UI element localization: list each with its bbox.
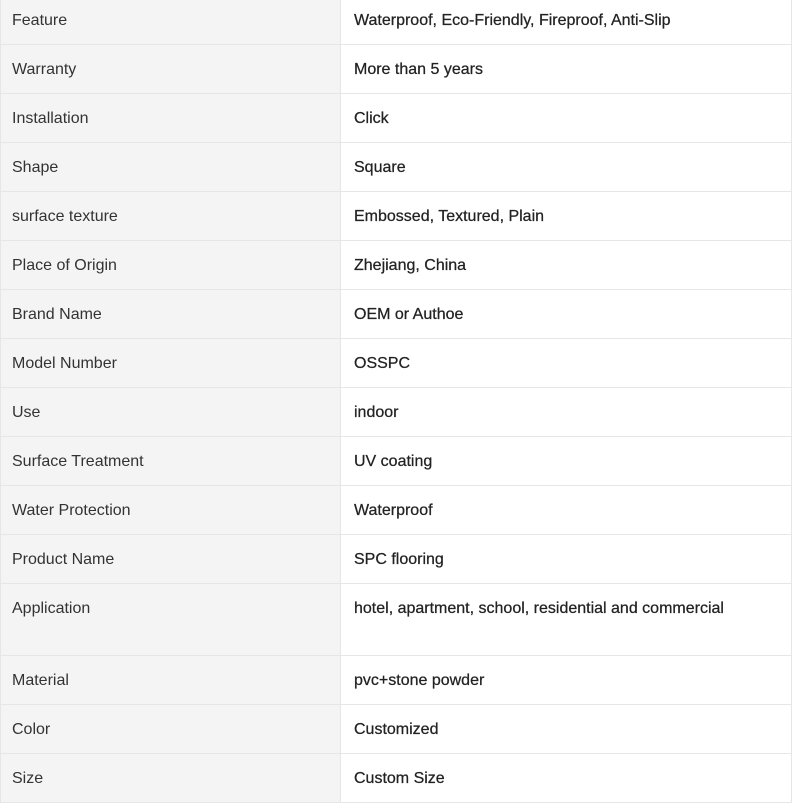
table-row (1, 192, 792, 241)
spec-label: Color (1, 705, 341, 754)
table-row (1, 486, 792, 535)
spec-value: pvc+stone powder (341, 656, 792, 705)
spec-value: Waterproof, Eco-Friendly, Fireproof, Anti-Slip (341, 0, 792, 45)
spec-label: Model Number (1, 339, 341, 388)
table-row (1, 94, 792, 143)
spec-value: Square (341, 143, 792, 192)
spec-label: Brand Name (1, 290, 341, 339)
spec-label: Warranty (1, 45, 341, 94)
table-row (1, 0, 792, 45)
table-row (1, 656, 792, 705)
spec-label: Water Protection (1, 486, 341, 535)
table-row (1, 437, 792, 486)
spec-value: Embossed, Textured, Plain (341, 192, 792, 241)
spec-label: Use (1, 388, 341, 437)
spec-value: SPC flooring (341, 535, 792, 584)
spec-value: Zhejiang, China (341, 241, 792, 290)
spec-value: Waterproof (341, 486, 792, 535)
spec-value: More than 5 years (341, 45, 792, 94)
spec-label: Surface Treatment (1, 437, 341, 486)
table-row (1, 290, 792, 339)
spec-value: Custom Size (341, 754, 792, 803)
table-row (1, 754, 792, 803)
spec-value: OSSPC (341, 339, 792, 388)
spec-label: Feature (1, 0, 341, 45)
spec-value: Customized (341, 705, 792, 754)
spec-label: surface texture (1, 192, 341, 241)
table-row (1, 535, 792, 584)
table-row (1, 388, 792, 437)
table-row (1, 45, 792, 94)
spec-value: hotel, apartment, school, residential and commercial (341, 584, 792, 656)
spec-value: indoor (341, 388, 792, 437)
table-row (1, 241, 792, 290)
spec-label: Material (1, 656, 341, 705)
spec-label: Shape (1, 143, 341, 192)
spec-label: Application (1, 584, 341, 656)
spec-label: Place of Origin (1, 241, 341, 290)
spec-value: UV coating (341, 437, 792, 486)
table-row (1, 705, 792, 754)
spec-label: Installation (1, 94, 341, 143)
spec-value: Click (341, 94, 792, 143)
table-row (1, 339, 792, 388)
spec-label: Size (1, 754, 341, 803)
table-row (1, 584, 792, 656)
spec-label: Product Name (1, 535, 341, 584)
spec-value: OEM or Authoe (341, 290, 792, 339)
table-row (1, 143, 792, 192)
